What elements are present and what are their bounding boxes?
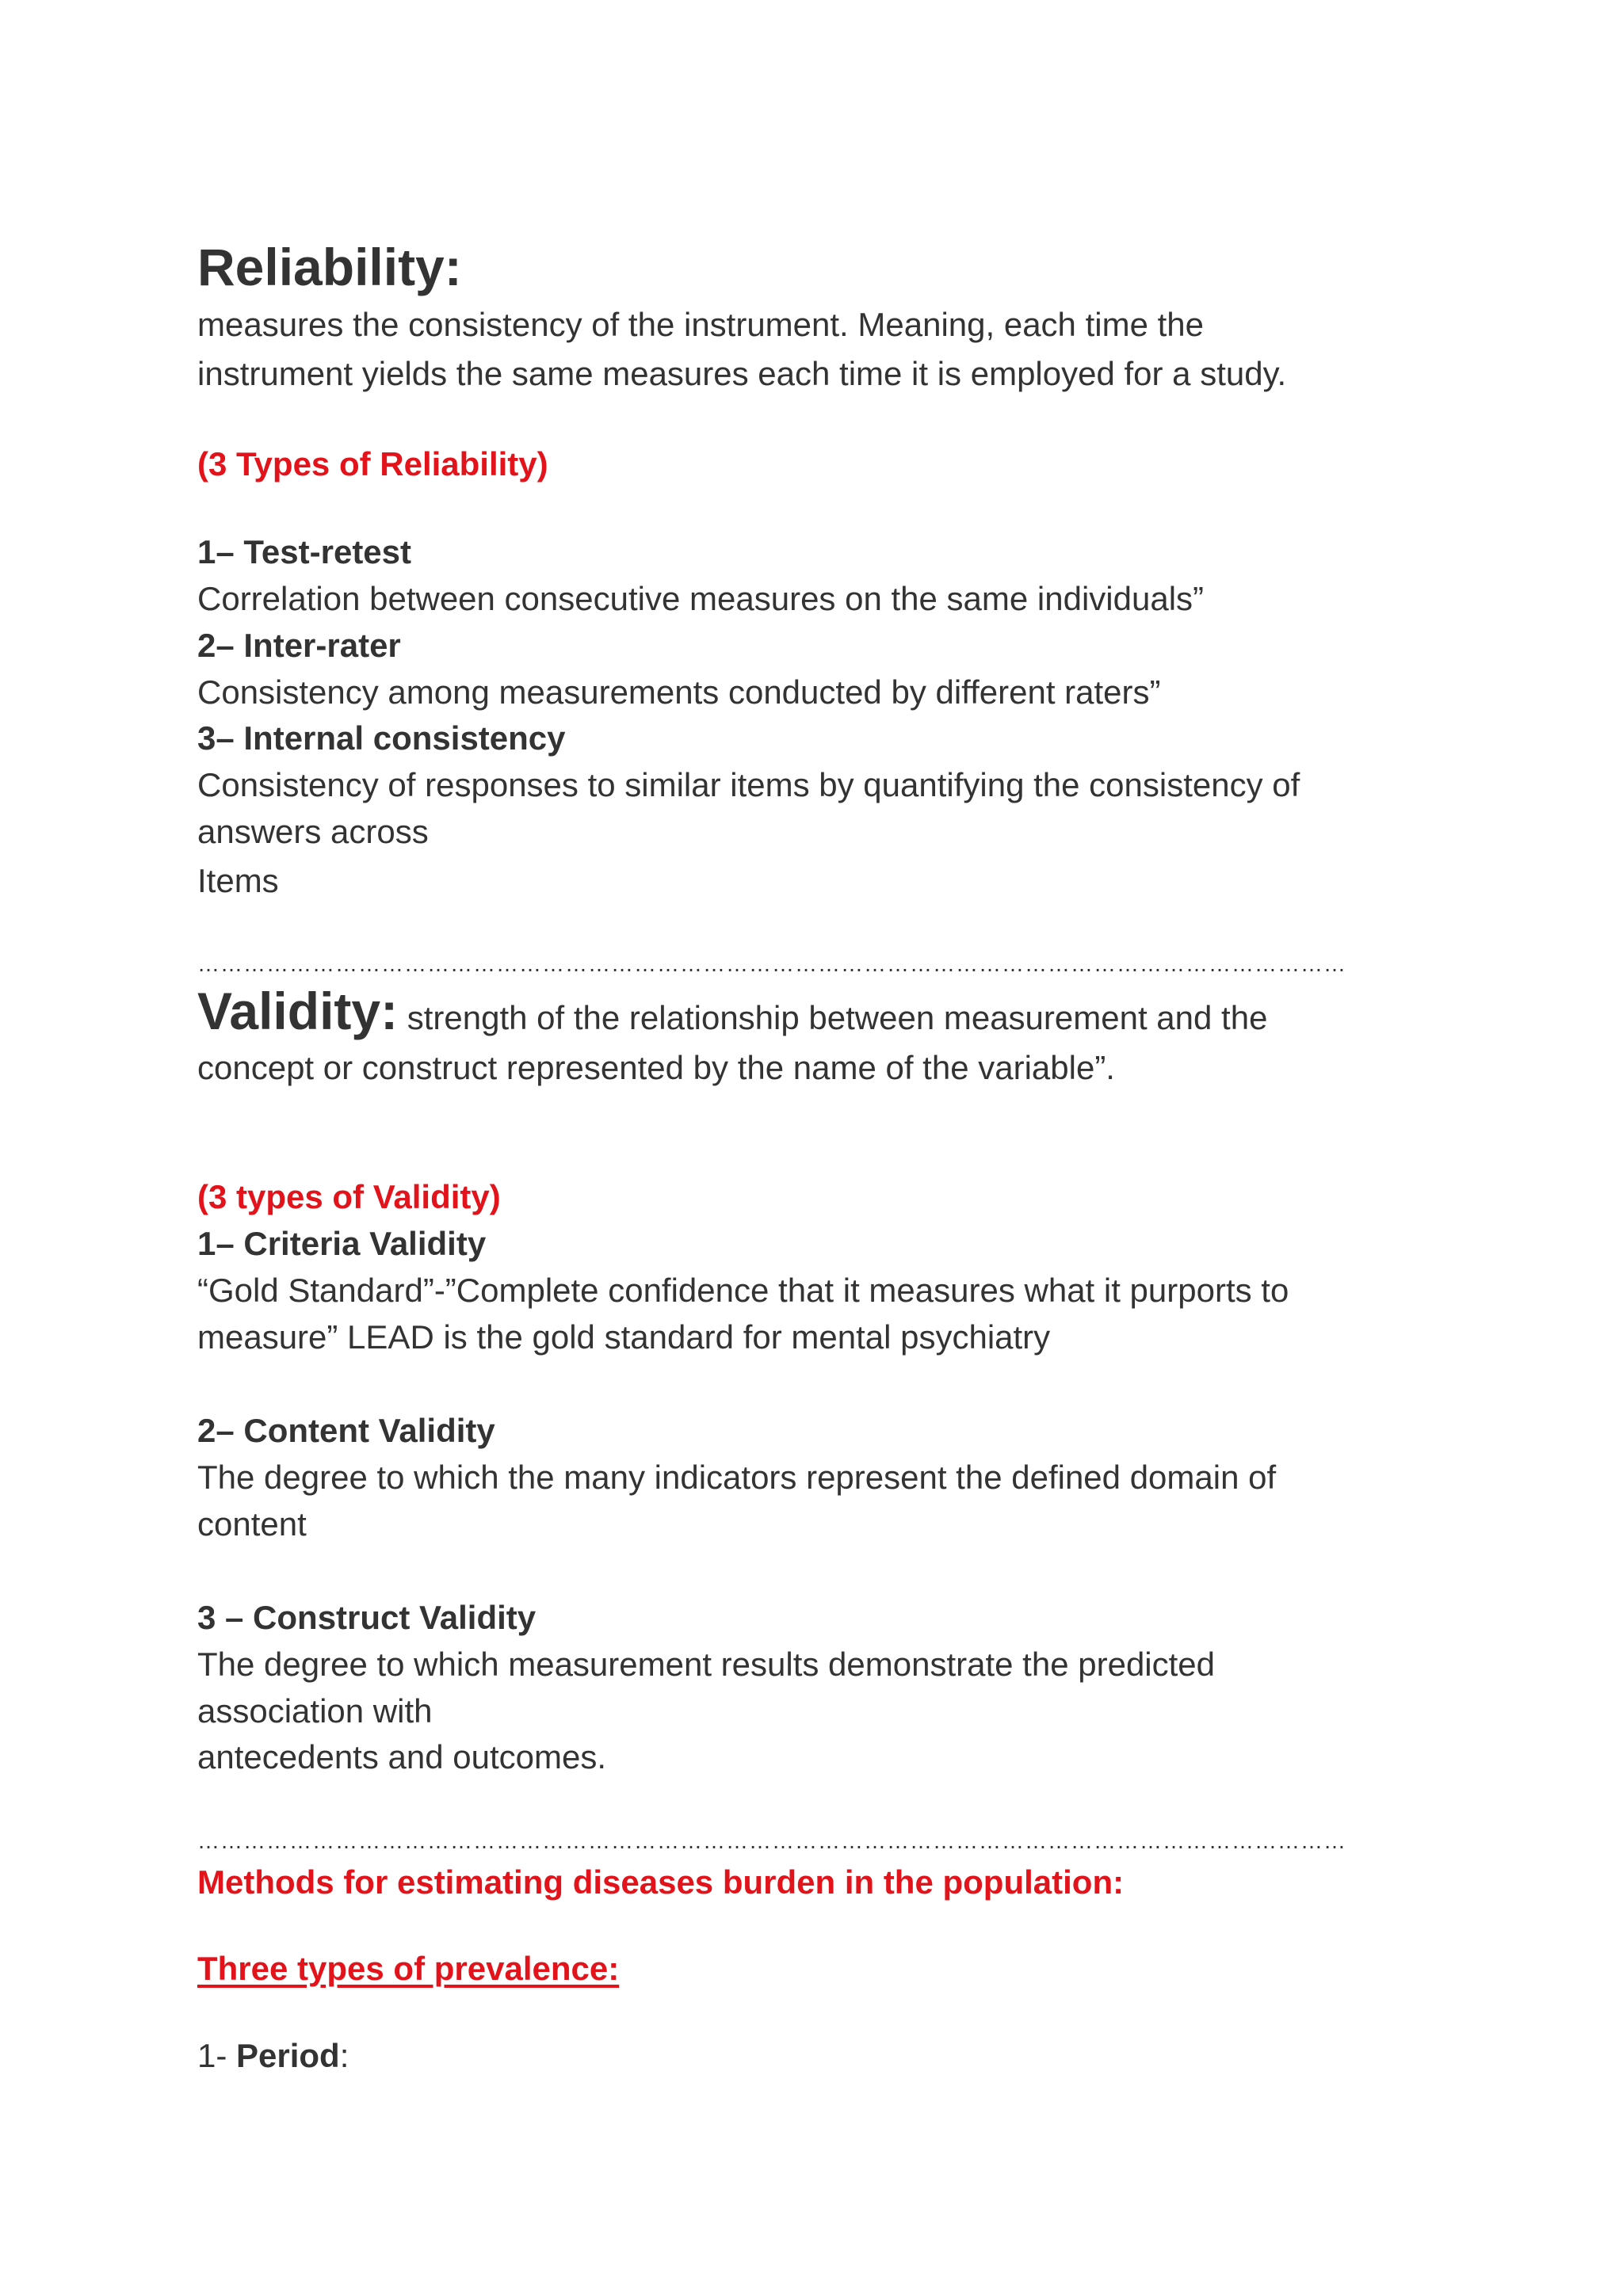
validity-definition-line: concept or construct represented by the name of the variable”. <box>197 1049 1115 1086</box>
prevalence-item-label: Period <box>236 2037 340 2074</box>
reliability-type-text: Correlation between consecutive measures on the same individuals” <box>197 580 1205 617</box>
validity-type-text: content <box>197 1505 307 1543</box>
prevalence-heading: Three types of prevalence: <box>197 1950 620 1987</box>
validity-type-title: 2– Content Validity <box>197 1412 495 1449</box>
reliability-type-text: Consistency of responses to similar items by quantifying the consistency of <box>197 766 1300 803</box>
validity-type-title: 3 – Construct Validity <box>197 1599 537 1636</box>
reliability-type-text: answers across <box>197 813 429 850</box>
reliability-type-title: 3– Internal consistency <box>197 719 566 757</box>
reliability-definition-line: measures the consistency of the instrument. Meaning, each time the <box>197 306 1204 343</box>
methods-heading: Methods for estimating diseases burden in the population: <box>197 1863 1125 1901</box>
validity-types-heading: (3 types of Validity) <box>197 1178 501 1215</box>
validity-type-text: The degree to which the many indicators represent the defined domain of <box>197 1459 1277 1496</box>
reliability-heading: Reliability: <box>197 238 462 296</box>
validity-heading: Validity: <box>197 982 399 1040</box>
section-separator: …………………………………………………………………………………………………………………………………… <box>197 1829 1346 1853</box>
reliability-type-title: 1– Test-retest <box>197 533 412 570</box>
prevalence-item <box>197 2036 349 2076</box>
prevalence-item-suffix: : <box>339 2037 349 2074</box>
reliability-definition-line: instrument yields the same measures each time it is employed for a study. <box>197 355 1287 392</box>
validity-type-text: “Gold Standard”-”Complete confidence that it measures what it purports to <box>197 1272 1289 1309</box>
validity-definition: strength of the relationship between measurement and the <box>398 999 1268 1036</box>
reliability-type-text: Consistency among measurements conducted by different raters” <box>197 673 1161 711</box>
validity-type-text: The degree to which measurement results demonstrate the predicted <box>197 1646 1216 1683</box>
prevalence-item-prefix: 1- <box>197 2037 237 2074</box>
reliability-type-title: 2– Inter-rater <box>197 627 401 664</box>
validity-type-text: association with <box>197 1692 433 1730</box>
reliability-type-text: Items <box>197 862 279 899</box>
validity-type-text: antecedents and outcomes. <box>197 1738 607 1775</box>
section-separator: …………………………………………………………………………………………………………………………………… <box>197 952 1346 976</box>
validity-type-text: measure” LEAD is the gold standard for mental psychiatry <box>197 1318 1051 1356</box>
validity-heading-line <box>197 980 1267 1043</box>
validity-type-title: 1– Criteria Validity <box>197 1225 487 1262</box>
reliability-types-heading: (3 Types of Reliability) <box>197 445 548 482</box>
